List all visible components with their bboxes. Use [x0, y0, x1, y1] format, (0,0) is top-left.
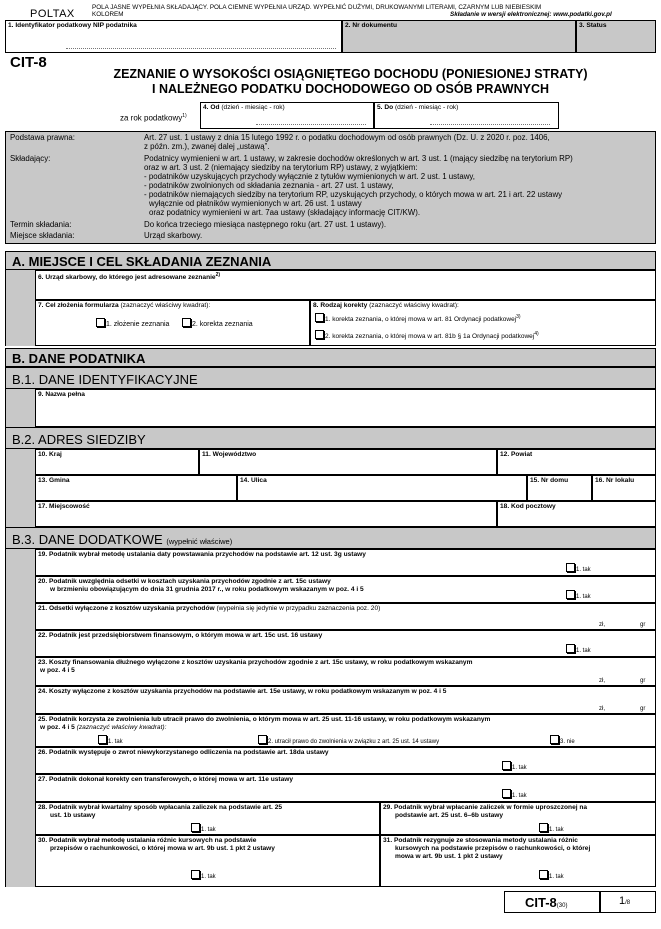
- tax-year-label: za rok podatkowy$^{1)}$: [120, 113, 187, 123]
- filer-line-3: - podatników uzyskujących przychody wyłącznie z tytułów wymienionych w art. 2 ust. 1 ustawy,: [144, 172, 475, 181]
- filer-line-1: Podatnicy wymienieni w art. 1 ustawy, w zakresie dochodów określonych w art. 3 ust. 1 (mający siedzibę na terytorium RP): [144, 154, 573, 163]
- house-number-label: 15. Nr domu: [530, 477, 569, 484]
- nip-label: 1. Identyfikator podatkowy NIP podatnika: [8, 22, 137, 29]
- field-27-label: 27. Podatnik dokonał korekty cen transferowych, o której mowa w art. 11e ustawy: [38, 776, 294, 783]
- field-24[interactable]: [35, 686, 656, 714]
- date-to-input-line: [430, 119, 550, 125]
- field-28-label-2: ust. 1b ustawy: [50, 812, 96, 819]
- field-28-label-1: 28. Podatnik wybrał kwartalny sposób wpłacania zaliczek na podstawie art. 25: [38, 804, 283, 811]
- field-28-option-yes[interactable]: 1. tak: [191, 823, 216, 833]
- form-title-line2: I NALEŻNEGO PODATKU DOCHODOWEGO OD OSÓB PRAWNYCH: [152, 82, 549, 96]
- filer-line-7: oraz podatnicy wymienieni w art. 7aa ustawy (składający informację CIT/KW).: [149, 208, 421, 217]
- field-19-checkbox[interactable]: [566, 563, 575, 572]
- field-20-label-2: w brzmieniu obowiązującym do dnia 31 grudnia 2017 r., w roku podatkowym wskazanym w poz. 4 i 5: [50, 586, 364, 593]
- field-26: [35, 747, 656, 774]
- city-field[interactable]: [35, 501, 497, 527]
- nip-input-line: [66, 43, 336, 49]
- field-23-zl: zł,: [599, 678, 605, 684]
- field-27-checkbox[interactable]: [502, 789, 511, 798]
- field-24-gr: gr: [640, 706, 646, 712]
- deadline-label: Termin składania:: [10, 220, 72, 229]
- section-b1-header: [5, 367, 656, 389]
- correction-type-field: [310, 300, 656, 346]
- municipality-label: 13. Gmina: [38, 477, 70, 484]
- field-23-label-2: w poz. 4 i 5: [40, 667, 75, 674]
- section-b-title: B. DANE PODATNIKA: [12, 351, 146, 366]
- section-b1-title: B.1. DANE IDENTYFIKACYJNE: [12, 372, 198, 387]
- postal-code-label: 18. Kod pocztowy: [500, 503, 556, 510]
- section-b2-title: B.2. ADRES SIEDZIBY: [12, 432, 146, 447]
- tax-office-label: 6. Urząd skarbowy, do którego jest adresowane zeznanie$^{2)}$: [38, 272, 221, 282]
- place-text: Urząd skarbowy.: [144, 231, 203, 240]
- poltax-brand: POLTAX: [30, 8, 75, 20]
- field-19-option-yes[interactable]: 1. tak: [566, 563, 591, 573]
- voivodeship-label: 11. Województwo: [202, 451, 257, 458]
- field-30: [35, 835, 380, 887]
- postal-code-field[interactable]: [497, 501, 656, 527]
- field-21-label: 21. Odsetki wyłączone z kosztów uzyskania przychodów (wypełnia się jedynie w przypadku zaznaczenia poz. 20): [38, 605, 381, 612]
- section-a-strip: [5, 270, 35, 346]
- date-to-field[interactable]: [374, 102, 559, 129]
- filer-line-6: wyłącznie od płatników wymienionych w art. 26 ust. 1 ustawy: [149, 199, 362, 208]
- field-22: [35, 630, 656, 657]
- field-26-label: 26. Podatnik występuje o zwrot niewykorzystanego odliczenia na podstawie art. 18da ustawy: [38, 749, 329, 756]
- city-label: 17. Miejscowość: [38, 503, 90, 510]
- electronic-version-note: Składanie w wersji elektronicznej: www.podatki.gov.pl: [450, 11, 612, 18]
- county-label: 12. Powiat: [500, 451, 533, 458]
- field-30-label-2: przepisów o rachunkowości, o której mowa w art. 9b ust. 1 pkt 2 ustawy: [50, 845, 275, 852]
- status-field: [576, 20, 656, 53]
- street-label: 14. Ulica: [240, 477, 267, 484]
- field-30-option-yes[interactable]: 1. tak: [191, 870, 216, 880]
- field-29-option-yes[interactable]: 1. tak: [539, 823, 564, 833]
- field-21[interactable]: [35, 603, 656, 630]
- field-23[interactable]: [35, 657, 656, 686]
- field-19: [35, 549, 656, 576]
- field-31-option-yes[interactable]: 1. tak: [539, 870, 564, 880]
- correction-81b-checkbox[interactable]: [315, 330, 324, 339]
- footer-form-code: [504, 891, 600, 913]
- field-22-label: 22. Podatnik jest przedsiębiorstwem finansowym, o którym mowa w art. 15c ust. 16 ustawy: [38, 632, 323, 639]
- field-29: [380, 802, 656, 835]
- field-22-option-yes[interactable]: 1. tak: [566, 644, 591, 654]
- field-27-option-yes[interactable]: 1. tak: [502, 789, 527, 799]
- field-25-yes-checkbox[interactable]: [98, 735, 107, 744]
- filer-line-2: oraz w art. 3 ust. 2 (niemający siedziby na terytorium RP) ustawy, z wyjątkiem:: [144, 163, 418, 172]
- field-26-option-yes[interactable]: 1. tak: [502, 761, 527, 771]
- field-30-checkbox[interactable]: [191, 870, 200, 879]
- field-23-label-1: 23. Koszty finansowania dłużnego wyłączone z kosztów uzyskania przychodów zgodnie z art. 15c ustawy, w roku podatkowym wskazanym: [38, 659, 473, 666]
- correction-option-81[interactable]: 1. korekta zeznania, o której mowa w art. 81 Ordynacji podatkowej$^{3)}$: [315, 313, 521, 323]
- doc-number-label: 2. Nr dokumentu: [345, 22, 398, 29]
- field-25-option-yes[interactable]: 1. tak: [98, 735, 123, 745]
- section-b3-title: B.3. DANE DODATKOWE (wypełnić właściwe): [12, 532, 233, 547]
- section-b3-strip: [5, 549, 35, 887]
- correction-type-label: 8. Rodzaj korekty (zaznaczyć właściwy kwadrat):: [313, 302, 459, 309]
- basis-text-1: Art. 27 ust. 1 ustawy z dnia 15 lutego 1992 r. o podatku dochodowym od osób prawnych (Dz. U. z 2020 r. poz. 1406,: [144, 133, 550, 142]
- field-25-lost-checkbox[interactable]: [258, 735, 267, 744]
- purpose-label: 7. Cel złożenia formularza (zaznaczyć właściwy kwadrat):: [38, 302, 211, 309]
- field-25-option-lost[interactable]: 2. utracił prawo do zwolnienia w związku z art. 25 ust. 14 ustawy: [258, 735, 439, 745]
- correction-option-81b[interactable]: 2. korekta zeznania, o której mowa w art. 81b § 1a Ordynacji podatkowej$^{4)}$: [315, 330, 539, 340]
- nip-field[interactable]: [5, 20, 342, 53]
- country-label: 10. Kraj: [38, 451, 62, 458]
- field-21-gr: gr: [640, 622, 646, 628]
- deadline-text: Do końca trzeciego miesiąca następnego roku (art. 27 ust. 1 ustawy).: [144, 220, 387, 229]
- field-23-gr: gr: [640, 678, 646, 684]
- house-number-field[interactable]: [527, 475, 592, 501]
- purpose-option-correction[interactable]: 2. korekta zeznania: [182, 318, 253, 328]
- date-from-field[interactable]: [200, 102, 374, 129]
- field-24-zl: zł,: [599, 706, 605, 712]
- correction-81-checkbox[interactable]: [315, 313, 324, 322]
- section-b3-header: [5, 527, 656, 549]
- county-field[interactable]: [497, 449, 656, 475]
- date-from-input-line: [256, 119, 366, 125]
- field-25: [35, 714, 656, 747]
- purpose-filing-checkbox[interactable]: [96, 318, 105, 327]
- field-29-label-1: 29. Podatnik wybrał wpłacanie zaliczek w formie uproszczonej na: [383, 804, 588, 811]
- basis-text-2: z późn. zm.), zwanej dalej „ustawą”.: [144, 142, 270, 151]
- instruction-line1: POLA JASNE WYPEŁNIA SKŁADAJĄCY. POLA CIEMNE WYPEŁNIA URZĄD. WYPEŁNIĆ DUŻYMI, DRUKOWANYMI LITERAMI, CZARNYM LUB NIEBIESKIM: [92, 4, 542, 11]
- field-21-zl: zł,: [599, 622, 605, 628]
- filer-label: Składający:: [10, 154, 51, 163]
- field-28-checkbox[interactable]: [191, 823, 200, 832]
- street-field[interactable]: [237, 475, 527, 501]
- basis-label: Podstawa prawna:: [10, 133, 75, 142]
- section-b1-strip: [5, 389, 35, 427]
- field-25-no-checkbox[interactable]: [550, 735, 559, 744]
- field-20-option-yes[interactable]: 1. tak: [566, 590, 591, 600]
- field-25-option-no[interactable]: 3. nie: [550, 735, 575, 745]
- footer-page-number: [600, 891, 656, 913]
- info-block: [5, 131, 656, 244]
- field-31-label-3: mowa w art. 9b ust. 1 pkt 2 ustawy: [395, 853, 503, 860]
- field-30-label-1: 30. Podatnik wybrał metodę ustalania różnic kursowych na podstawie: [38, 837, 257, 844]
- field-19-label: 19. Podatnik wybrał metodę ustalania daty powstawania przychodów na podstawie art. 12 ust. 3g ustawy: [38, 551, 366, 558]
- form-code: CIT-8: [10, 54, 47, 71]
- field-29-label-2: podstawie art. 25 ust. 6–6b ustawy: [395, 812, 504, 819]
- field-20-label-1: 20. Podatnik uwzględnia odsetki w kosztach uzyskania przychodów zgodnie z art. 15c ustawy: [38, 578, 331, 585]
- field-25-label-1: 25. Podatnik korzysta ze zwolnienia lub utracił prawo do zwolnienia, o którym mowa w art. 25 ust. 11-16 ustawy, w roku podatkowym wskazanym: [38, 716, 491, 723]
- purpose-field: [35, 300, 310, 346]
- field-20-checkbox[interactable]: [566, 590, 575, 599]
- field-28: [35, 802, 380, 835]
- apartment-number-field[interactable]: [592, 475, 656, 501]
- apartment-number-label: 16. Nr lokalu: [595, 477, 635, 484]
- tax-office-field[interactable]: [35, 270, 656, 300]
- footer-page-text: 1/8: [619, 895, 631, 907]
- section-a-title: A. MIEJSCE I CEL SKŁADANIA ZEZNANIA: [12, 254, 272, 269]
- purpose-correction-checkbox[interactable]: [182, 318, 191, 327]
- section-b-header: [5, 348, 656, 367]
- purpose-option-filing[interactable]: 1. złożenie zeznania: [96, 318, 169, 328]
- field-31-label-1: 31. Podatnik rezygnuje ze stosowania metody ustalania różnic: [383, 837, 578, 844]
- form-title-line1: ZEZNANIE O WYSOKOŚCI OSIĄGNIĘTEGO DOCHODU (PONIESIONEJ STRATY): [113, 67, 588, 81]
- section-b2-strip: [5, 449, 35, 527]
- date-to-label: 5. Do (dzień - miesiąc - rok): [377, 104, 459, 111]
- status-label: 3. Status: [579, 22, 607, 29]
- field-24-label: 24. Koszty wyłączone z kosztów uzyskania przychodów na podstawie art. 15e ustawy, w roku podatkowym wskazanym w poz. 4 i 5: [38, 688, 447, 695]
- instruction-line2: KOLOREM: [92, 11, 124, 18]
- filer-line-5: - podatników niemających siedziby na terytorium RP, uzyskujących przychody, o których mowa w art. 21 i art. 22 ustawy: [144, 190, 563, 199]
- section-b2-header: [5, 427, 656, 449]
- field-31: [380, 835, 656, 887]
- footer-code-text: CIT-8(30): [525, 895, 568, 910]
- country-field[interactable]: [35, 449, 199, 475]
- field-31-label-2: kursowych na podstawie przepisów o rachunkowości, o której: [395, 845, 591, 852]
- doc-number-field: [342, 20, 576, 53]
- filer-line-4: - podatników zwolnionych od składania zeznania - art. 27 ust. 1 ustawy,: [144, 181, 394, 190]
- field-22-checkbox[interactable]: [566, 644, 575, 653]
- full-name-field[interactable]: [35, 389, 656, 427]
- place-label: Miejsce składania:: [10, 231, 75, 240]
- field-26-checkbox[interactable]: [502, 761, 511, 770]
- full-name-label: 9. Nazwa pełna: [38, 391, 85, 398]
- field-27: [35, 774, 656, 802]
- field-31-checkbox[interactable]: [539, 870, 548, 879]
- field-20: [35, 576, 656, 603]
- section-a-header: [5, 251, 656, 270]
- voivodeship-field[interactable]: [199, 449, 497, 475]
- municipality-field[interactable]: [35, 475, 237, 501]
- field-29-checkbox[interactable]: [539, 823, 548, 832]
- date-from-label: 4. Od (dzień - miesiąc - rok): [203, 104, 285, 111]
- field-25-label-2: w poz. 4 i 5 (zaznaczyć właściwy kwadrat):: [40, 724, 167, 731]
